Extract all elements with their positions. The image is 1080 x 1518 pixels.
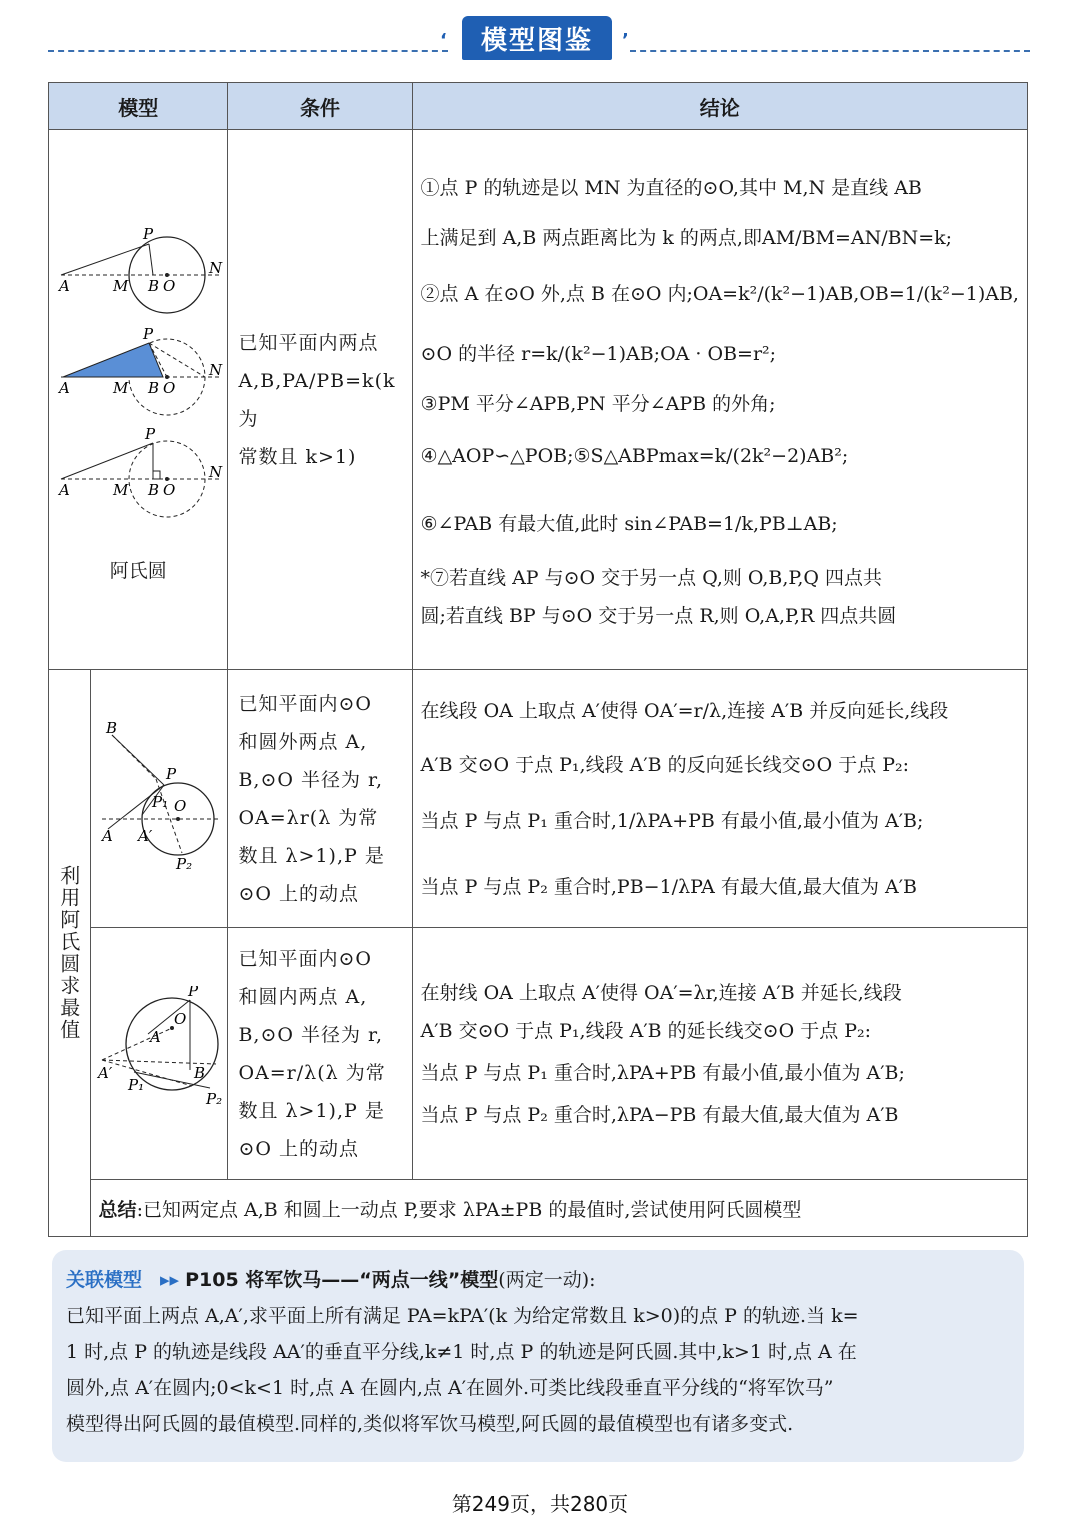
related-reference-note: (两定一动): (498, 1269, 596, 1291)
svg-text:A: A (59, 276, 71, 295)
svg-text:A′: A′ (138, 827, 153, 845)
conclusion-cell (412, 928, 1027, 1180)
svg-text:A: A (59, 378, 71, 397)
condition-line: 已知平面内⊙O (238, 692, 372, 715)
summary-label: 总结 (98, 1198, 137, 1221)
page-header (0, 0, 1080, 70)
related-line: 1 时,点 P 的轨迹是线段 AA′的垂直平分线,k≠1 时,点 P 的轨迹是阿氏圆.其中,k>1 时,点 A 在 (66, 1341, 857, 1363)
condition-line: 常数且 k>1) (238, 445, 357, 468)
svg-text:M: M (113, 378, 129, 397)
svg-text:P₁: P₁ (152, 793, 169, 811)
table-row (49, 928, 1028, 1180)
svg-text:N: N (209, 258, 223, 277)
svg-text:P: P (143, 224, 154, 243)
condition-line: 和圆内两点 A, (238, 985, 368, 1008)
figure-1 (57, 225, 223, 313)
svg-text:M: M (113, 480, 129, 499)
condition-line: 数且 λ>1),P 是 (238, 1099, 385, 1122)
svg-text:O: O (163, 276, 176, 295)
condition-line: B,⊙O 半径为 r, (238, 768, 384, 791)
conclusion-line: 圆;若直线 BP 与⊙O 交于另一点 R,则 O,A,P,R 四点共圆 (420, 604, 897, 627)
related-tag: 关联模型 (66, 1269, 143, 1291)
conclusion-line: 在线段 OA 上取点 A′使得 OA′=r/λ,连接 A′B 并反向延长,线段 (420, 699, 949, 722)
condition-cell (228, 670, 412, 928)
conclusion-line: ⊙O 的半径 r=k/(k²−1)AB;OA · OB=r²; (420, 342, 777, 365)
conclusion-line: ⑥∠PAB 有最大值,此时 sin∠PAB=1/k,PB⊥AB; (420, 512, 838, 535)
svg-text:A′: A′ (98, 1064, 113, 1082)
svg-text:P₂: P₂ (206, 1090, 223, 1108)
header-model: 模型 (49, 83, 228, 130)
header-tick-mark: ʻ (440, 30, 447, 51)
svg-text:P: P (145, 424, 156, 443)
condition-line: 已知平面内⊙O (238, 947, 372, 970)
svg-text:B: B (148, 480, 160, 499)
conclusion-line: 当点 P 与点 P₂ 重合时,λPA−PB 有最大值,最大值为 A′B (420, 1103, 899, 1126)
header-tick-mark: ʼ (622, 30, 629, 51)
header-conclusion: 结论 (412, 83, 1027, 130)
conclusion-line: *⑦若直线 AP 与⊙O 交于另一点 Q,则 O,B,P,Q 四点共 (420, 566, 882, 589)
svg-text:O: O (163, 378, 176, 397)
header-dashed-rule (630, 50, 1030, 52)
page-footer: 第249页，共280页 (451, 1492, 629, 1516)
svg-text:P: P (143, 324, 154, 343)
related-line: 模型得出阿氏圆的最值模型.同样的,类似将军饮马模型,阿氏圆的最值模型也有诸多变式. (66, 1413, 794, 1435)
inside-points-diagram (94, 986, 224, 1116)
condition-line: 数且 λ>1),P 是 (238, 844, 385, 867)
table-row (49, 130, 1028, 670)
svg-text:B: B (148, 276, 160, 295)
related-heading (66, 1262, 1010, 1298)
inside-points-figure (90, 928, 228, 1180)
svg-text:N: N (209, 360, 223, 379)
svg-text:P: P (188, 986, 199, 1000)
apollonius-diagram (53, 217, 223, 547)
related-model-box (52, 1250, 1024, 1462)
figure-3 (57, 425, 223, 517)
condition-line: OA=λr(λ 为常 (238, 806, 379, 829)
svg-text:B: B (148, 378, 160, 397)
conclusion-line: 上满足到 A,B 两点距离比为 k 的两点,即AM/BM=AN/BN=k; (420, 226, 953, 249)
outside-points-diagram (94, 721, 224, 871)
condition-line: 和圆外两点 A, (238, 730, 368, 753)
double-arrow-icon: ▸▸ (160, 1269, 180, 1291)
conclusion-line: ④△AOP∽△POB;⑤S△ABPmax=k/(2k²−2)AB²; (420, 444, 849, 467)
conclusion-line: ③PM 平分∠APB,PN 平分∠APB 的外角; (420, 392, 776, 415)
condition-line: ⊙O 上的动点 (238, 882, 360, 905)
side-label: 利用阿氏圆求最值 (49, 670, 91, 1237)
svg-text:B: B (194, 1064, 206, 1082)
condition-line: 已知平面内两点 (238, 331, 379, 354)
svg-text:A: A (102, 827, 113, 845)
table-row (49, 670, 1028, 928)
summary-row (49, 1180, 1028, 1237)
conclusion-line: ②点 A 在⊙O 外,点 B 在⊙O 内;OA=k²/(k²−1)AB,OB=1/(k²−1)AB, (420, 282, 1019, 305)
svg-text:P: P (166, 765, 177, 783)
outside-points-figure (90, 670, 228, 928)
svg-text:P₁: P₁ (128, 1076, 145, 1094)
section-banner: 模型图鉴 (462, 16, 612, 60)
condition-line: ⊙O 上的动点 (238, 1137, 360, 1160)
related-line: 已知平面上两点 A,A′,求平面上所有满足 PA=kPA′(k 为给定常数且 k>0)的点 P 的轨迹.当 k= (66, 1305, 859, 1327)
header-dashed-rule (48, 50, 448, 52)
condition-cell (228, 928, 412, 1180)
svg-text:N: N (209, 462, 223, 481)
conclusion-line: 在射线 OA 上取点 A′使得 OA′=λr,连接 A′B 并延长,线段 (420, 981, 902, 1004)
related-line: 圆外,点 A′在圆内;0<k<1 时,点 A 在圆内,点 A′在圆外.可类比线段垂直平分线的“将军饮马” (66, 1377, 834, 1399)
condition-line: OA=r/λ(λ 为常 (238, 1061, 386, 1084)
conclusion-line: 当点 P 与点 P₁ 重合时,1/λPA+PB 有最小值,最小值为 A′B; (420, 809, 924, 832)
summary-text: :已知两定点 A,B 和圆上一动点 P,要求 λPA±PB 的最值时,尝试使用阿氏圆模型 (136, 1198, 802, 1221)
figure-caption: 阿氏圆 (109, 559, 167, 582)
condition-cell (228, 130, 412, 670)
related-reference-link[interactable]: P105 将军饮马——“两点一线”模型 (185, 1269, 499, 1291)
condition-line: A,B,PA/PB=k(k 为 (238, 369, 396, 430)
apollonius-figures (49, 130, 228, 670)
summary-cell (90, 1180, 1027, 1237)
svg-text:M: M (113, 276, 129, 295)
svg-text:A: A (150, 1028, 161, 1046)
header-condition: 条件 (228, 83, 412, 130)
conclusion-cell (412, 130, 1027, 670)
conclusion-line: 当点 P 与点 P₂ 重合时,PB−1/λPA 有最大值,最大值为 A′B (420, 875, 917, 898)
condition-line: B,⊙O 半径为 r, (238, 1023, 384, 1046)
table-header-row (49, 83, 1028, 130)
svg-text:O: O (174, 797, 187, 815)
conclusion-line: 当点 P 与点 P₁ 重合时,λPA+PB 有最小值,最小值为 A′B; (420, 1061, 905, 1084)
conclusion-line: A′B 交⊙O 于点 P₁,线段 A′B 的反向延长线交⊙O 于点 P₂: (420, 753, 910, 776)
svg-text:O: O (174, 1010, 187, 1028)
svg-text:A: A (59, 480, 71, 499)
conclusion-line: ①点 P 的轨迹是以 MN 为直径的⊙O,其中 M,N 是直线 AB (420, 176, 922, 199)
svg-text:P₂: P₂ (176, 855, 193, 871)
svg-text:O: O (163, 480, 176, 499)
conclusion-line: A′B 交⊙O 于点 P₁,线段 A′B 的延长线交⊙O 于点 P₂: (420, 1019, 872, 1042)
svg-text:B: B (106, 721, 118, 737)
model-table (48, 82, 1028, 1237)
figure-2 (57, 325, 223, 415)
conclusion-cell (412, 670, 1027, 928)
